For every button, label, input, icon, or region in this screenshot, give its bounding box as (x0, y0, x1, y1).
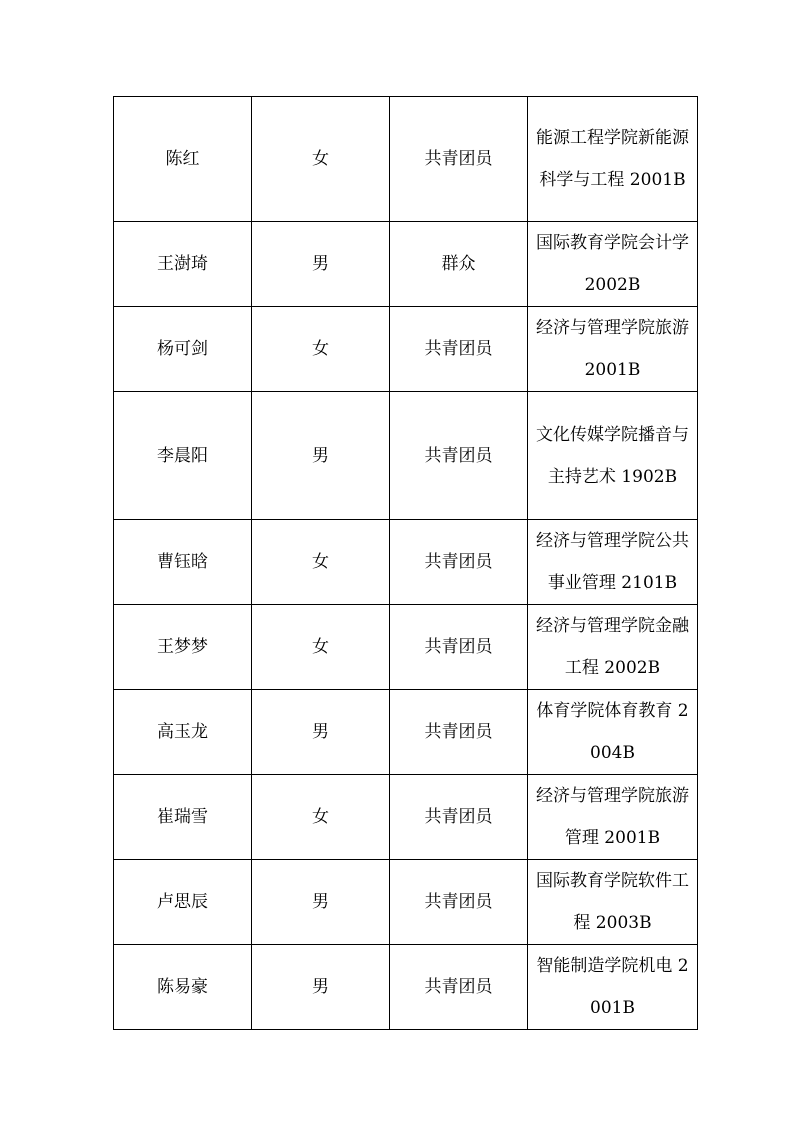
political-status-cell: 共青团员 (390, 97, 528, 222)
department-cell: 智能制造学院机电 2001B (528, 945, 698, 1030)
department-cell: 经济与管理学院旅游 2001B (528, 307, 698, 392)
department-cell: 国际教育学院会计学 2002B (528, 222, 698, 307)
gender-cell: 女 (252, 307, 390, 392)
member-table (113, 96, 698, 1030)
political-status-cell: 共青团员 (390, 860, 528, 945)
table-row (114, 520, 698, 605)
gender-cell: 男 (252, 392, 390, 520)
political-status-cell: 共青团员 (390, 945, 528, 1030)
name-cell: 崔瑞雪 (114, 775, 252, 860)
table-row (114, 307, 698, 392)
department-cell: 经济与管理学院金融工程 2002B (528, 605, 698, 690)
table-row (114, 392, 698, 520)
political-status-cell: 共青团员 (390, 392, 528, 520)
political-status-cell: 共青团员 (390, 690, 528, 775)
table-row (114, 97, 698, 222)
table-row (114, 690, 698, 775)
political-status-cell: 共青团员 (390, 605, 528, 690)
name-cell: 李晨阳 (114, 392, 252, 520)
table-row (114, 605, 698, 690)
gender-cell: 女 (252, 605, 390, 690)
table-row (114, 775, 698, 860)
name-cell: 陈红 (114, 97, 252, 222)
name-cell: 王澍琦 (114, 222, 252, 307)
name-cell: 曹钰晗 (114, 520, 252, 605)
table-row (114, 945, 698, 1030)
gender-cell: 女 (252, 520, 390, 605)
political-status-cell: 共青团员 (390, 775, 528, 860)
department-cell: 国际教育学院软件工程 2003B (528, 860, 698, 945)
political-status-cell: 共青团员 (390, 307, 528, 392)
department-cell: 能源工程学院新能源科学与工程 2001B (528, 97, 698, 222)
name-cell: 杨可剑 (114, 307, 252, 392)
name-cell: 高玉龙 (114, 690, 252, 775)
gender-cell: 男 (252, 945, 390, 1030)
name-cell: 陈易豪 (114, 945, 252, 1030)
gender-cell: 男 (252, 690, 390, 775)
political-status-cell: 群众 (390, 222, 528, 307)
gender-cell: 男 (252, 860, 390, 945)
gender-cell: 女 (252, 775, 390, 860)
gender-cell: 男 (252, 222, 390, 307)
department-cell: 经济与管理学院公共事业管理 2101B (528, 520, 698, 605)
name-cell: 卢思辰 (114, 860, 252, 945)
department-cell: 体育学院体育教育 2004B (528, 690, 698, 775)
gender-cell: 女 (252, 97, 390, 222)
political-status-cell: 共青团员 (390, 520, 528, 605)
table-row (114, 860, 698, 945)
department-cell: 经济与管理学院旅游管理 2001B (528, 775, 698, 860)
department-cell: 文化传媒学院播音与主持艺术 1902B (528, 392, 698, 520)
table-row (114, 222, 698, 307)
name-cell: 王梦梦 (114, 605, 252, 690)
